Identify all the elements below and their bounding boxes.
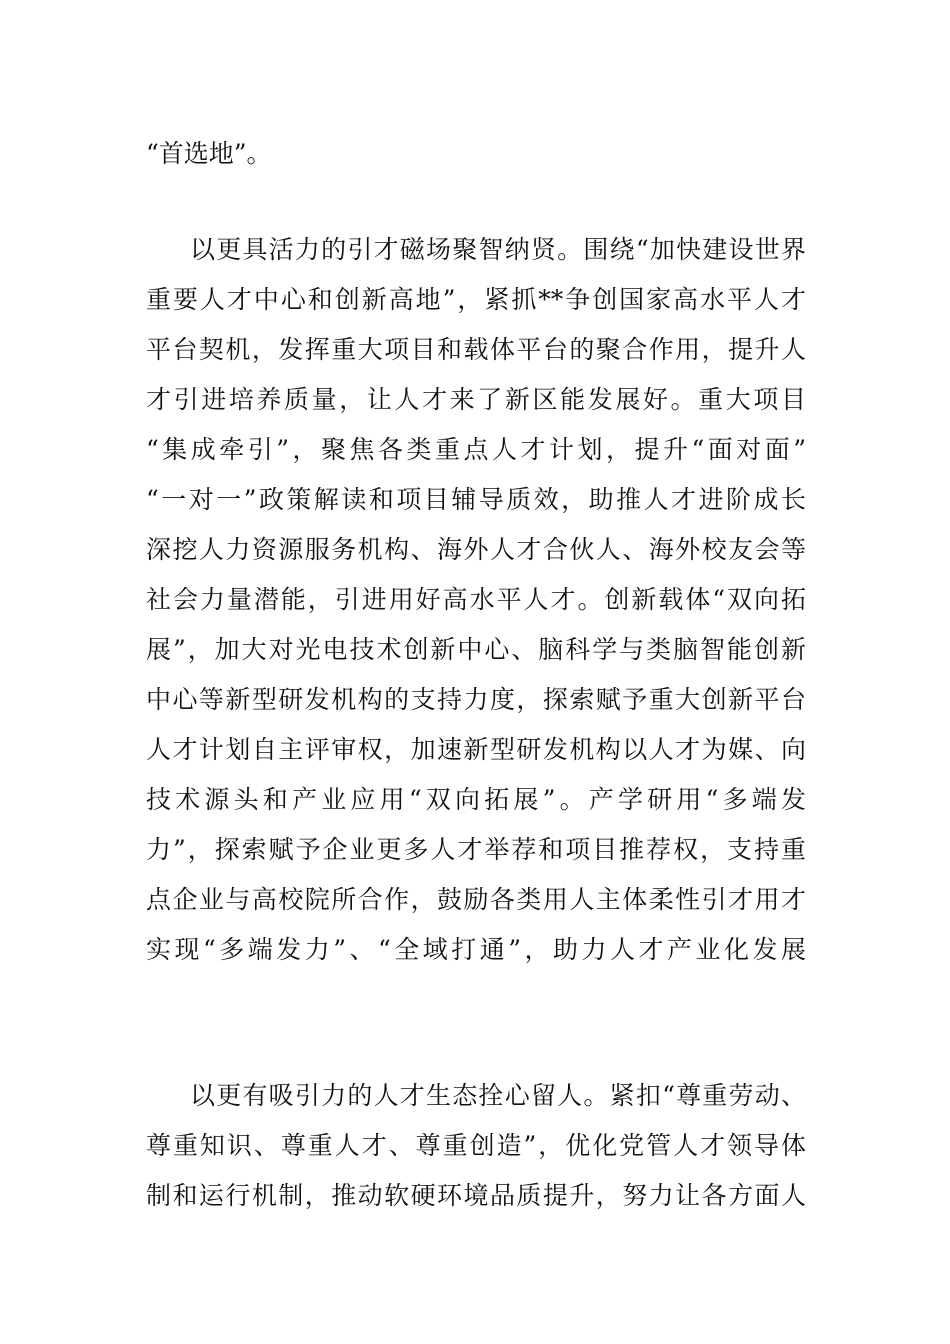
paragraph-2-line-2: 重要人才中心和创新高地”，紧抓**争创国家高水平人才 (146, 285, 806, 314)
paragraph-3-line-1: 以更有吸引力的人才生态拴心留人。紧扣“尊重劳动、 (190, 1081, 806, 1110)
paragraph-2-line-7: 深挖人力资源服务机构、海外人才合伙人、海外校友会等 (146, 535, 806, 564)
paragraph-1-line-1: “首选地”。 (146, 139, 272, 168)
paragraph-2-line-1: 以更具活力的引才磁场聚智纳贤。围绕“加快建设世界 (190, 235, 806, 264)
paragraph-2-line-13: 力”，探索赋予企业更多人才举荐和项目推荐权，支持重 (146, 835, 806, 864)
paragraph-2-line-14: 点企业与高校院所合作，鼓励各类用人主体柔性引才用才 (146, 885, 806, 914)
paragraph-3-line-3: 制和运行机制，推动软硬环境品质提升，努力让各方面人 (146, 1181, 806, 1210)
paragraph-2-line-5: “集成牵引”，聚焦各类重点人才计划，提升“面对面” (146, 435, 806, 464)
paragraph-2-line-4: 才引进培养质量，让人才来了新区能发展好。重大项目 (146, 385, 806, 414)
paragraph-2-line-15: 实现“多端发力”、“全域打通”，助力人才产业化发展 (146, 935, 806, 964)
paragraph-2-line-6: “一对一”政策解读和项目辅导质效，助推人才进阶成长 (146, 485, 806, 514)
paragraph-2-line-3: 平台契机，发挥重大项目和载体平台的聚合作用，提升人 (146, 335, 806, 364)
paragraph-3-line-2: 尊重知识、尊重人才、尊重创造”，优化党管人才领导体 (146, 1131, 806, 1160)
paragraph-2-line-9: 展”，加大对光电技术创新中心、脑科学与类脑智能创新 (146, 635, 806, 664)
paragraph-2-line-8: 社会力量潜能，引进用好高水平人才。创新载体“双向拓 (146, 585, 806, 614)
paragraph-2-line-11: 人才计划自主评审权，加速新型研发机构以人才为媒、向 (146, 735, 806, 764)
paragraph-2-line-12: 技术源头和产业应用“双向拓展”。产学研用“多端发 (146, 785, 806, 814)
paragraph-2-line-10: 中心等新型研发机构的支持力度，探索赋予重大创新平台 (146, 685, 806, 714)
